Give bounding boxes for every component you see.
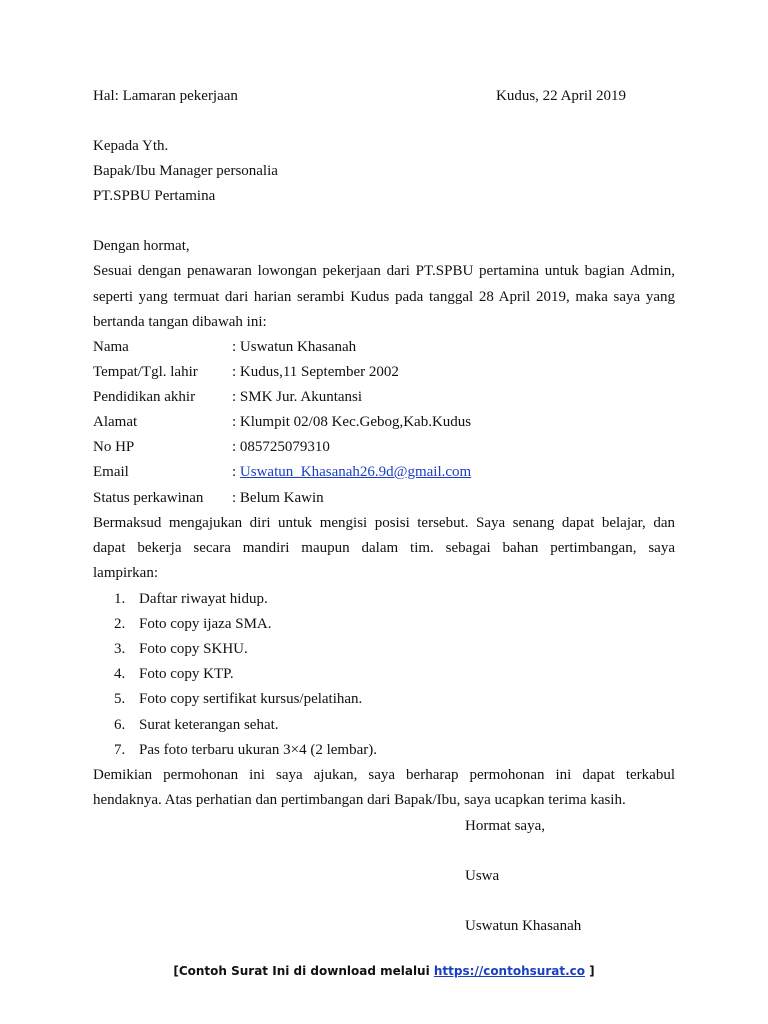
purpose-line-2: dapat bekerja secara mandiri maupun dalam tim. sebagai bahan pertimbangan, saya	[93, 540, 675, 556]
footer-suffix: ]	[584, 964, 595, 978]
closing-line-1: Demikian permohonan ini saya ajukan, saya berharap permohonan ini dapat terkabul	[93, 767, 675, 783]
detail-label: Alamat	[93, 414, 138, 430]
detail-label: Tempat/Tgl. lahir	[93, 364, 198, 380]
attachment-item	[114, 590, 268, 608]
signature-salutation: Hormat saya,	[465, 818, 545, 834]
attachment-text: Foto copy ijaza SMA.	[139, 616, 272, 632]
attachment-item	[114, 690, 362, 708]
attachment-number: 5.	[114, 691, 126, 707]
attachment-number: 1.	[114, 591, 126, 607]
recipient-line-2: Bapak/Ibu Manager personalia	[93, 163, 278, 179]
attachment-number: 2.	[114, 616, 126, 632]
attachment-number: 4.	[114, 666, 126, 682]
closing-line-2: hendaknya. Atas perhatian dan pertimbangan dari Bapak/Ibu, saya ucapkan terima kasih.	[93, 792, 626, 808]
detail-label: Pendidikan akhir	[93, 389, 196, 405]
attachment-text: Daftar riwayat hidup.	[139, 591, 268, 607]
detail-value	[232, 463, 471, 481]
letter-subject: Hal: Lamaran pekerjaan	[93, 88, 238, 104]
attachment-text: Foto copy KTP.	[139, 666, 234, 682]
purpose-line-1: Bermaksud mengajukan diri untuk mengisi posisi tersebut. Saya senang dapat belajar, dan	[93, 515, 675, 531]
recipient-line-1: Kepada Yth.	[93, 138, 169, 154]
attachment-text: Foto copy SKHU.	[139, 641, 248, 657]
attachment-item	[114, 665, 234, 683]
detail-value: : Kudus,11 September 2002	[232, 364, 399, 380]
intro-line-3: bertanda tangan dibawah ini:	[93, 314, 267, 330]
detail-label: No HP	[93, 439, 135, 455]
intro-line-1: Sesuai dengan penawaran lowongan pekerjaan dari PT.SPBU pertamina untuk bagian Admin,	[93, 263, 675, 279]
detail-value: : SMK Jur. Akuntansi	[232, 389, 363, 405]
email-prefix: :	[232, 464, 240, 480]
attachment-text: Surat keterangan sehat.	[139, 717, 279, 733]
detail-label: Nama	[93, 339, 129, 355]
download-footer	[0, 963, 768, 979]
attachment-number: 7.	[114, 742, 126, 758]
signature-mark: Uswa	[465, 868, 500, 884]
detail-value: : 085725079310	[232, 439, 330, 455]
attachment-text: Foto copy sertifikat kursus/pelatihan.	[139, 691, 363, 707]
detail-value: : Klumpit 02/08 Kec.Gebog,Kab.Kudus	[232, 414, 472, 430]
purpose-line-3: lampirkan:	[93, 565, 158, 581]
footer-prefix: [Contoh Surat Ini di download melalui	[173, 964, 434, 978]
detail-label: Status perkawinan	[93, 490, 204, 506]
email-link[interactable]: Uswatun_Khasanah26.9d@gmail.com	[239, 464, 472, 480]
attachment-number: 3.	[114, 641, 126, 657]
detail-label: Email	[93, 464, 129, 480]
attachment-item	[114, 640, 248, 658]
attachment-item	[114, 741, 377, 759]
signature-name: Uswatun Khasanah	[465, 918, 582, 934]
attachment-item	[114, 716, 279, 734]
footer-link[interactable]: https://contohsurat.co	[433, 964, 585, 978]
intro-line-2: seperti yang termuat dari harian serambi Kudus pada tanggal 28 April 2019, maka saya yang	[93, 289, 675, 305]
detail-value: : Uswatun Khasanah	[232, 339, 357, 355]
letter-place-date: Kudus, 22 April 2019	[496, 88, 627, 104]
detail-value: : Belum Kawin	[232, 490, 324, 506]
greeting: Dengan hormat,	[93, 238, 190, 254]
recipient-line-3: PT.SPBU Pertamina	[93, 188, 216, 204]
attachment-text: Pas foto terbaru ukuran 3×4 (2 lembar).	[139, 742, 377, 758]
attachment-item	[114, 615, 272, 633]
attachment-number: 6.	[114, 717, 126, 733]
